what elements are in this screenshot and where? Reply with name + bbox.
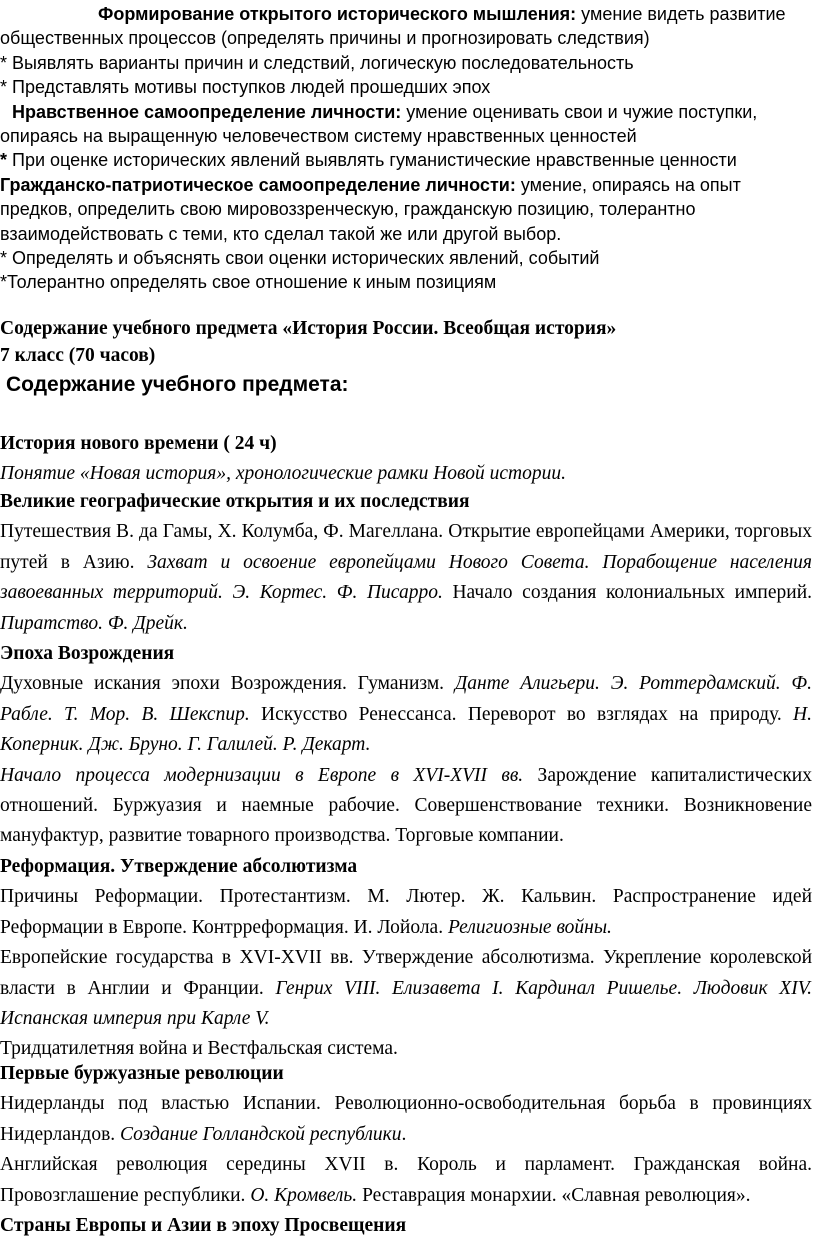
civic-item-2: *Толерантно определять свое отношение к иным позициям xyxy=(0,272,497,293)
discoveries-italic-1: Захват и освоение европейцами Нового Совета. Порабощение населения завоеванных территорий. Э. Кортес. Ф. Писарро. xyxy=(0,551,812,604)
discoveries-paragraph xyxy=(0,517,812,639)
renaissance-italic-1: Данте Алигьери. Э. Роттердамский. Ф. Рабле. Т. Мор. В. Шекспир. xyxy=(0,673,812,725)
renaissance-text-3: Зарождение капиталистических отношений. Буржуазия и наемные рабочие. Совершенствование техники. Возникновение мануфактур, развитие товарного производства. Торговые компании. xyxy=(0,764,812,847)
revolutions-text-1b: . xyxy=(401,1123,407,1145)
renaissance-paragraph-1 xyxy=(0,669,812,760)
course-grade: 7 класс (70 часов) xyxy=(0,345,156,366)
revolutions-text-2: Английская революция середины XVII в. Король и парламент. Гражданская война. Провозглашение республики. xyxy=(0,1154,812,1206)
civic-paragraph xyxy=(0,173,812,246)
moral-item-star: * xyxy=(0,150,8,171)
modern-history-block xyxy=(0,429,812,488)
moral-text: умение оценивать свои и чужие поступки, опираясь на выращенную человечеством систему нравственных ценностей xyxy=(0,101,758,147)
renaissance-italic-2: Н. Коперник. Дж. Бруно. Г. Галилей. Р. Декарт. xyxy=(0,703,813,756)
modern-history-intro: Понятие «Новая история», хронологические рамки Новой истории. xyxy=(0,462,567,484)
reformation-paragraph-1 xyxy=(0,882,812,943)
reformation-italic-2: Генрих VIII. Елизавета I. Кардинал Ришелье. Людовик XIV. Испанская империя при Карле V. xyxy=(0,977,812,1029)
revolutions-text-1: Нидерланды под властью Испании. Революционно-освободительная борьба в провинциях Нидерландов. xyxy=(0,1093,812,1145)
historical-thinking-paragraph xyxy=(0,2,812,51)
civic-title: Гражданско-патриотическое самоопределение личности: xyxy=(0,174,516,195)
moral-paragraph xyxy=(0,100,812,149)
revolutions-block xyxy=(0,1059,812,1241)
revolutions-text-3: Реставрация монархии. «Славная революция». xyxy=(357,1184,751,1206)
reformation-italic-1: Религиозные войны. xyxy=(447,916,612,938)
historical-thinking-title: Формирование открытого исторического мышления: xyxy=(98,4,577,24)
moral-item-text: При оценке исторических явлений выявлять гуманистические нравственные ценности xyxy=(7,150,737,171)
civic-text: умение, опираясь на опыт предков, определить свою мировоззренческую, гражданскую позицию, толерантно взаимодействовать с теми, кто сделал такой же или другой выбор. xyxy=(0,174,741,244)
discoveries-title: Великие географические открытия и их последствия xyxy=(0,491,470,512)
renaissance-text-1: Духовные искания эпохи Возрождения. Гуманизм. xyxy=(0,673,455,695)
civic-item-1: * Определять и объяснять свои оценки исторических явлений, событий xyxy=(0,248,600,269)
reformation-paragraph-2 xyxy=(0,943,812,1034)
modern-history-title: История нового времени ( 24 ч) xyxy=(0,433,277,454)
reformation-text-1: Причины Реформации. Протестантизм. М. Лютер. Ж. Кальвин. Распространение идей Реформации в Европе. Контрреформация. И. Лойола. xyxy=(0,886,812,938)
historical-thinking-text: умение видеть развитие общественных процессов (определять причины и прогнозировать следствия) xyxy=(0,4,786,49)
historical-thinking-item-1: * Выявлять варианты причин и следствий, логическую последовательность xyxy=(0,52,634,73)
renaissance-italic-3: Начало процесса модернизации в Европе в XVI-XVII вв. xyxy=(0,764,524,786)
competencies-block xyxy=(0,2,812,295)
revolutions-paragraph-2 xyxy=(0,1150,812,1211)
content-heading: Содержание учебного предмета: xyxy=(6,373,349,396)
enlightenment-title: Страны Европы и Азии в эпоху Просвещения xyxy=(0,1215,407,1237)
main-content xyxy=(0,487,812,1065)
reformation-paragraph-3: Тридцатилетняя война и Вестфальская система. xyxy=(0,1038,398,1060)
discoveries-text-2: Начало создания колониальных империй. xyxy=(442,582,813,604)
revolutions-italic-1: Создание Голландской республики xyxy=(120,1123,402,1145)
discoveries-italic-2: Пиратство. Ф. Дрейк. xyxy=(0,612,188,634)
renaissance-text-2: Искусство Ренессанса. Переворот во взглядах на природу. xyxy=(249,703,794,725)
revolutions-paragraph-1 xyxy=(0,1089,812,1150)
reformation-title: Реформация. Утверждение абсолютизма xyxy=(0,855,358,877)
discoveries-text-1: Путешествия В. да Гамы, Х. Колумба, Ф. Магеллана. Открытие европейцами Америки, торговых путей в Азию. xyxy=(0,521,812,573)
renaissance-paragraph-2 xyxy=(0,761,812,852)
course-title: Содержание учебного предмета «История России. Всеобщая история» xyxy=(0,318,617,339)
revolutions-italic-2: О. Кромвель. xyxy=(250,1184,358,1206)
moral-item xyxy=(0,148,812,172)
reformation-text-2: Европейские государства в XVI-XVII вв. Утверждение абсолютизма. Укрепление королевской власти в Англии и Франции. xyxy=(0,947,812,999)
moral-title: Нравственное самоопределение личности: xyxy=(12,101,402,122)
historical-thinking-item-2: * Представлять мотивы поступков людей прошедших эпох xyxy=(0,77,491,98)
renaissance-title: Эпоха Возрождения xyxy=(0,643,175,665)
revolutions-title: Первые буржуазные революции xyxy=(0,1063,284,1084)
